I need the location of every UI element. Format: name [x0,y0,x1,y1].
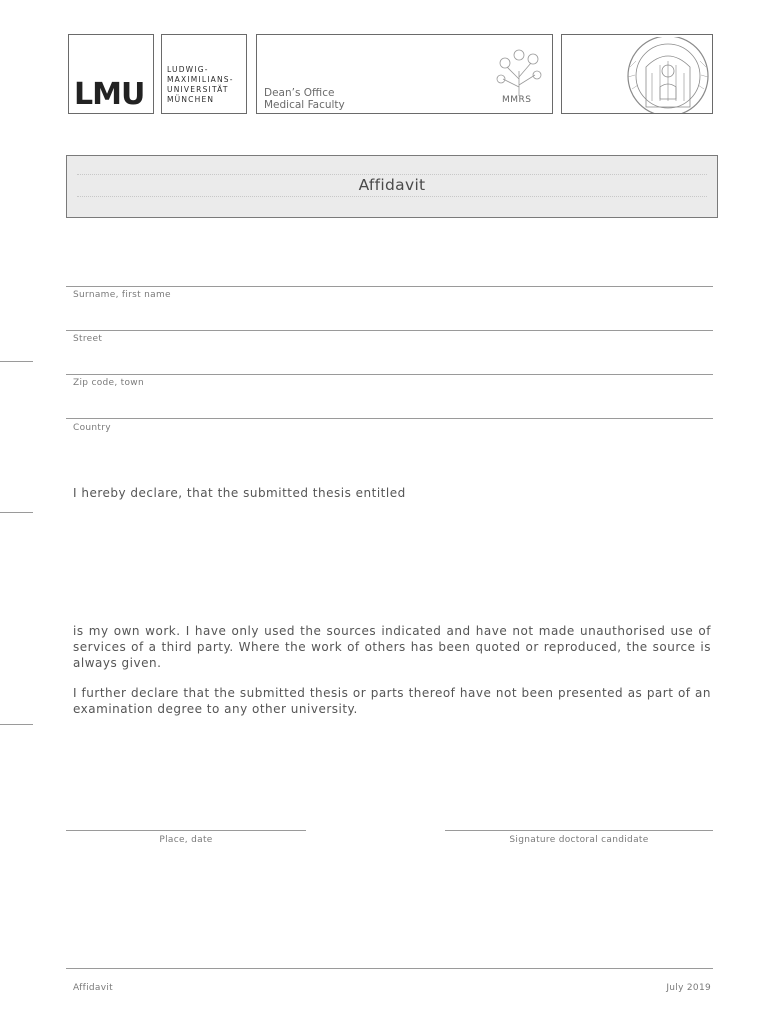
surname-field-line[interactable] [66,286,713,287]
university-name-line: MÜNCHEN [167,95,215,104]
declaration-paragraph-own-work: is my own work. I have only used the sources indicated and have not made unauthorised use of services of a third party. Where the work of others has been quoted or reproduced, the source is always given. [73,624,711,670]
zip-town-field-line[interactable] [66,374,713,375]
office-line: Medical Faculty [264,99,345,111]
university-seal-box [561,34,713,114]
footer-date: July 2019 [666,983,711,993]
mmrs-logo: MMRS [502,95,532,105]
footer-divider [66,968,713,969]
university-seal-icon [622,37,713,114]
lmu-logo-box [68,34,154,114]
dotted-guide [77,196,707,197]
lmu-logo: LMU [74,77,145,112]
office-line: Dean’s Office [264,87,335,99]
fold-mark [0,361,33,362]
street-label: Street [73,334,103,344]
deans-office-box [256,34,553,114]
footer-document-name: Affidavit [73,983,113,993]
country-field-line[interactable] [66,418,713,419]
declaration-intro: I hereby declare, that the submitted thesis entitled [73,486,406,500]
fold-mark [0,724,33,725]
title-box [66,155,718,218]
declaration-paragraph-not-presented: I further declare that the submitted thesis or parts thereof have not been presented as part of an examination degree to any other university. [73,686,711,716]
university-name-line: MAXIMILIANS- [167,75,234,84]
street-field-line[interactable] [66,330,713,331]
signature-label: Signature doctoral candidate [509,835,649,845]
place-date-field-line[interactable] [66,830,306,831]
university-name-line: LUDWIG- [167,65,209,74]
fold-mark [0,512,33,513]
zip-town-label: Zip code, town [73,378,144,388]
place-date-label: Place, date [159,835,213,845]
university-name-line: UNIVERSITÄT [167,85,229,94]
country-label: Country [73,423,111,433]
deans-office-name [264,87,345,111]
university-name-box [161,34,247,114]
university-name [167,65,234,105]
signature-field-line[interactable] [445,830,713,831]
page-title: Affidavit [358,176,426,194]
dotted-guide [77,174,707,175]
surname-label: Surname, first name [73,290,171,300]
